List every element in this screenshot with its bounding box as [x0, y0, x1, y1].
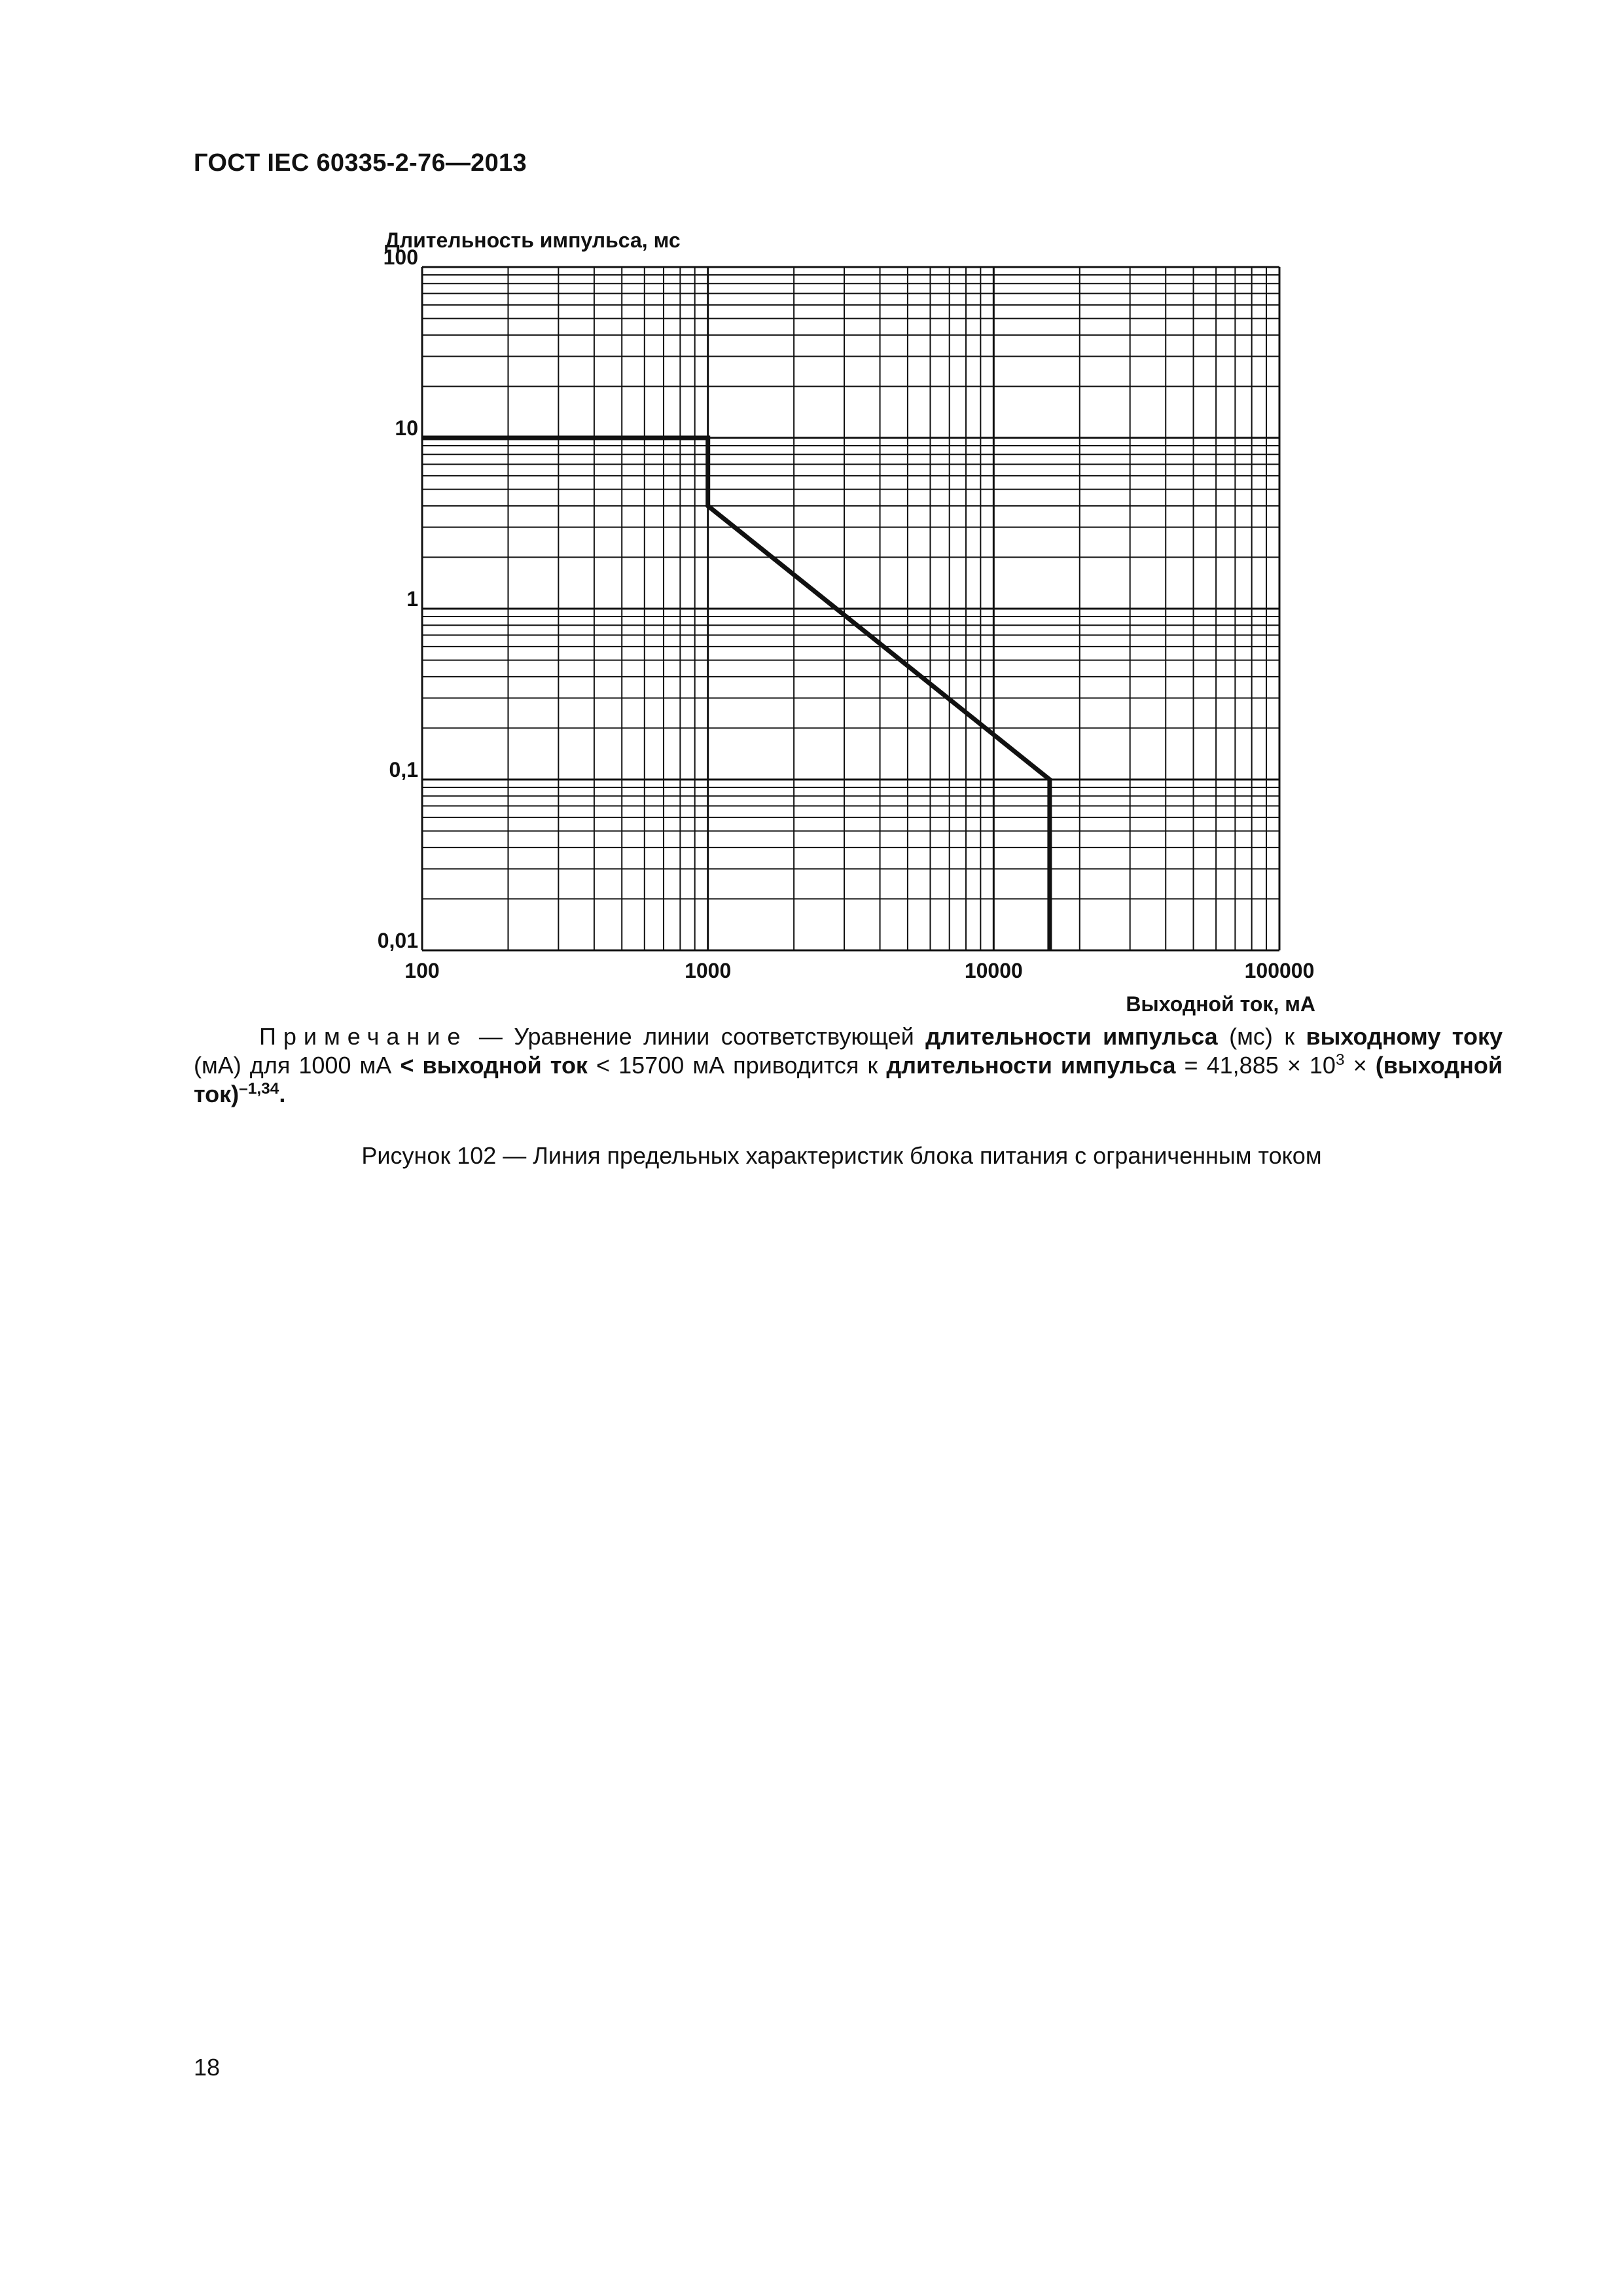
x-tick-label: 1000 — [685, 959, 732, 982]
note-superscript-1: 3 — [1335, 1051, 1345, 1069]
figure-caption: Рисунок 102 — Линия предельных характеристик блока питания с ограниченным током — [361, 1142, 1322, 1169]
y-tick-label: 0,01 — [377, 929, 418, 952]
document-header: ГОСТ IEC 60335-2-76—2013 — [194, 149, 527, 177]
chart-grid — [422, 267, 1279, 950]
y-tick-label: 1 — [406, 587, 418, 611]
note-bold-4: длительности импульса — [886, 1052, 1176, 1079]
series-line — [422, 438, 1050, 950]
chart — [0, 0, 1623, 1021]
page-number: 18 — [194, 2054, 221, 2081]
y-tick-label: 10 — [395, 416, 418, 440]
x-tick-label: 100 — [404, 959, 440, 982]
y-tick-label: 0,1 — [389, 758, 418, 781]
note-text-5: = 41,885 × 10 — [1175, 1052, 1336, 1079]
note-bold-1: длительности импульса — [925, 1023, 1218, 1050]
note-text-3: (мА) для 1000 мА — [194, 1052, 401, 1079]
y-axis-label: Длительность импульса, мс — [385, 228, 681, 252]
figure-note — [194, 1022, 1503, 1109]
y-tick-label: 100 — [383, 245, 418, 269]
note-bold-2: выходному току — [1306, 1023, 1503, 1050]
note-label: Примечание — [259, 1023, 468, 1050]
x-axis-label: Выходной ток, мА — [1126, 992, 1315, 1016]
note-superscript-2: –1,34 — [239, 1080, 279, 1098]
note-bold-3: < выходной ток — [400, 1052, 588, 1079]
note-text-7: . — [279, 1081, 286, 1107]
note-text-6: × — [1344, 1052, 1376, 1079]
note-text-1: — Уравнение линии соответствующей — [467, 1023, 926, 1050]
x-tick-label: 100000 — [1244, 959, 1315, 982]
note-bold-5: (выходной ток) — [194, 1052, 1503, 1107]
note-text-4: < 15700 мА приводится к — [587, 1052, 887, 1079]
x-tick-label: 10000 — [964, 959, 1023, 982]
note-text-2: (мс) к — [1217, 1023, 1306, 1050]
